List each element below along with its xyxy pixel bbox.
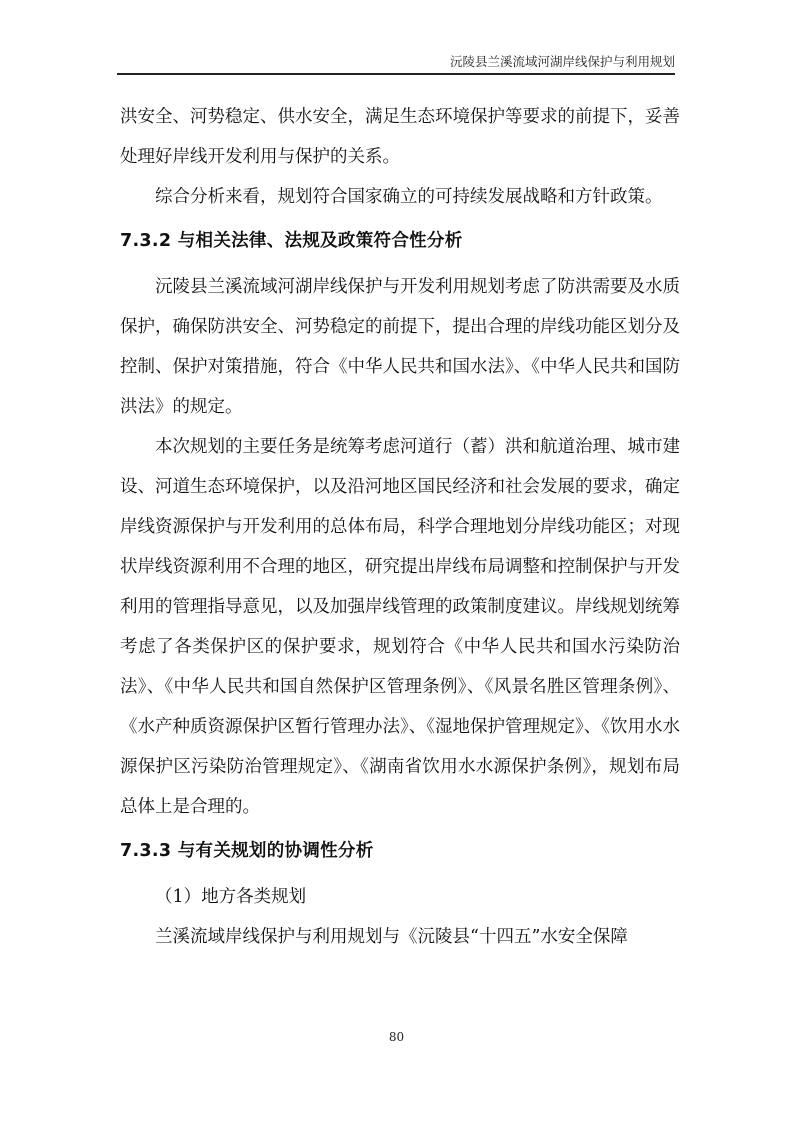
sub-item-local-plans: （1）地方各类规划 bbox=[155, 887, 307, 907]
paragraph-continuation: 洪安全、河势稳定、供水安全，满足生态环境保护等要求的前提下，妥善处理好岸线开发利用与保护的关系。 bbox=[120, 107, 680, 167]
paragraph-law-compliance: 沅陵县兰溪流域河湖岸线保护与开发利用规划考虑了防洪需要及水质保护，确保防洪安全、河势稳定的前提下，提出合理的岸线功能区划分及控制、保护对策措施，符合《中华人民共和国水法》、《中华人民共和国防洪法》的规定。 bbox=[120, 277, 680, 417]
paragraph-planning-tasks: 本次规划的主要任务是统筹考虑河道行（蓄）洪和航道治理、城市建设、河道生态环境保护，以及沿河地区国民经济和社会发展的要求，确定岸线资源保护与开发利用的总体布局，科学合理地划分岸线功能区；对现状岸线资源利用不合理的地区，研究提出岸线布局调整和控制保护与开发利用的管理指导意见，以及加强岸线管理的政策制度建议。岸线规划统筹考虑了各类保护区的保护要求，规划符合《中华人民共和国水污染防治法》、《中华人民共和国自然保护区管理条例》、《风景名胜区管理条例》、《水产种质资源保护区暂行管理办法》、《湿地保护管理规定》、《饮用水水源保护区污染防治管理规定》、《湖南省饮用水水源保护条例》，规划布局总体上是合理的。 bbox=[120, 437, 680, 817]
page-body bbox=[120, 97, 680, 957]
paragraph-coordination: 兰溪流域岸线保护与利用规划与《沅陵县“十四五”水安全保障 bbox=[155, 927, 628, 947]
header-title: 沅陵县兰溪流域河湖岸线保护与利用规划 bbox=[449, 54, 675, 69]
paragraph-summary: 综合分析来看，规划符合国家确立的可持续发展战略和方针政策。 bbox=[155, 187, 663, 207]
running-header bbox=[117, 50, 675, 75]
section-heading-7-3-3: 7.3.3 与有关规划的协调性分析 bbox=[120, 841, 374, 861]
section-heading-7-3-2: 7.3.2 与相关法律、法规及政策符合性分析 bbox=[120, 231, 463, 251]
page-number: 80 bbox=[388, 1030, 405, 1044]
